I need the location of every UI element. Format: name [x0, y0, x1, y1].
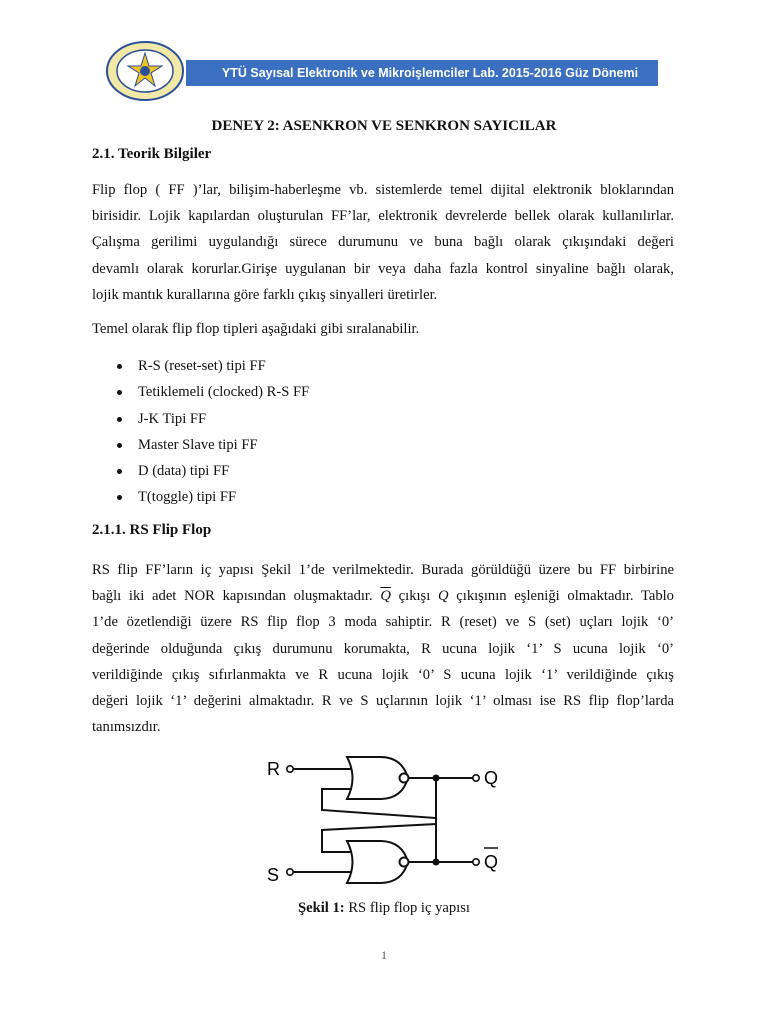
- paragraph-line: lojik mantık kurallarına göre farklı çıkış sinyalleri üretirler.: [92, 286, 438, 303]
- output-q-label: Q: [484, 768, 499, 788]
- figure-caption: [0, 900, 768, 917]
- bullet-icon: [117, 443, 122, 448]
- paragraph-line: RS flip FF’ların iç yapısı Şekil 1’de verilmektedir. Burada görüldüğü üzere bu FF birbirine: [92, 562, 674, 578]
- list-item: R-S (reset-set) tipi FF: [92, 356, 309, 382]
- input-r-label: R: [267, 759, 280, 779]
- paragraph-line: değerinde olduğunda çıkış durumunu korumakta, R ucuna lojik ‘1’ S ucuna lojik ‘0’: [92, 640, 674, 657]
- bullet-icon: [117, 364, 122, 369]
- paragraph-line: birisidir. Lojik kapılardan oluşturulan FF’lar, elektronik devrelerde bellek olarak kullanılırlar.: [92, 208, 674, 225]
- caption-text: RS flip flop iç yapısı: [344, 900, 470, 916]
- q-bar-symbol: $\overline{Q}$: [380, 588, 391, 605]
- section-heading-teorik: 2.1. Teorik Bilgiler: [92, 146, 212, 162]
- bullet-icon: [117, 469, 122, 474]
- paragraph-line: Flip flop ( FF )’lar, bilişim-haberleşme vb. sistemlerde temel dijital elektronik bloklarından: [92, 182, 674, 198]
- caption-label: Şekil 1:: [298, 900, 345, 916]
- intro-paragraph: [92, 177, 674, 308]
- list-item: J-K Tipi FF: [92, 409, 309, 435]
- rs-flip-flop-diagram: [262, 744, 512, 894]
- list-item: Master Slave tipi FF: [92, 435, 309, 461]
- list-item: Tetiklemeli (clocked) R-S FF: [92, 382, 309, 408]
- flip-flop-type-list: [92, 356, 309, 514]
- list-item: D (data) tipi FF: [92, 461, 309, 487]
- input-s-label: S: [267, 865, 280, 885]
- document-title: DENEY 2: ASENKRON VE SENKRON SAYICILAR: [211, 118, 557, 134]
- q-symbol: Q: [438, 588, 449, 605]
- rs-paragraph: [92, 557, 674, 740]
- section-heading-rs-flip-flop: 2.1.1. RS Flip Flop: [92, 522, 212, 538]
- paragraph-line: bağlı iki adet NOR kapısından oluşmaktadır. $\overline{Q}$ çıkışı Q çıkışının eşleniği olmaktadır. Tablo: [92, 588, 674, 605]
- bullet-icon: [117, 390, 122, 395]
- paragraph-line: 1’de özetlendiği üzere RS flip flop 3 moda sahiptir. R (reset) ve S (set) uçları lojik ‘0’: [92, 614, 674, 631]
- paragraph-line: devamlı olarak korurlar.Girişe uygulanan bir veya daha fazla kontrol sinyaline bağlı olarak,: [92, 260, 674, 277]
- bullet-icon: [117, 495, 122, 500]
- bullet-icon: [117, 417, 122, 422]
- list-item: T(toggle) tipi FF: [92, 487, 309, 513]
- paragraph-line: Çalışma gerilimi uygulandığı sürece durumunu ve buna bağlı olarak çıkışındaki değeri: [92, 234, 674, 251]
- university-seal-icon: [104, 40, 186, 102]
- paragraph-line: tanımsızdır.: [92, 719, 161, 736]
- types-intro-paragraph: Temel olarak flip flop tipleri aşağıdaki gibi sıralanabilir.: [92, 321, 420, 337]
- header-banner: YTÜ Sayısal Elektronik ve Mikroişlemciler Lab. 2015-2016 Güz Dönemi: [186, 60, 658, 86]
- paragraph-line: verildiğinde çıkış sıfırlanmakta ve R ucuna lojik ‘0’ S ucuna lojik ‘1’ verildiğinde çıkış: [92, 666, 674, 683]
- paragraph-line: değeri lojik ‘1’ değerini almaktadır. R ve S uçlarının lojik ‘1’ olması ise RS flip flop’larda: [92, 693, 674, 710]
- output-q-bar-label: Q: [484, 852, 499, 872]
- page-number: 1: [381, 948, 387, 962]
